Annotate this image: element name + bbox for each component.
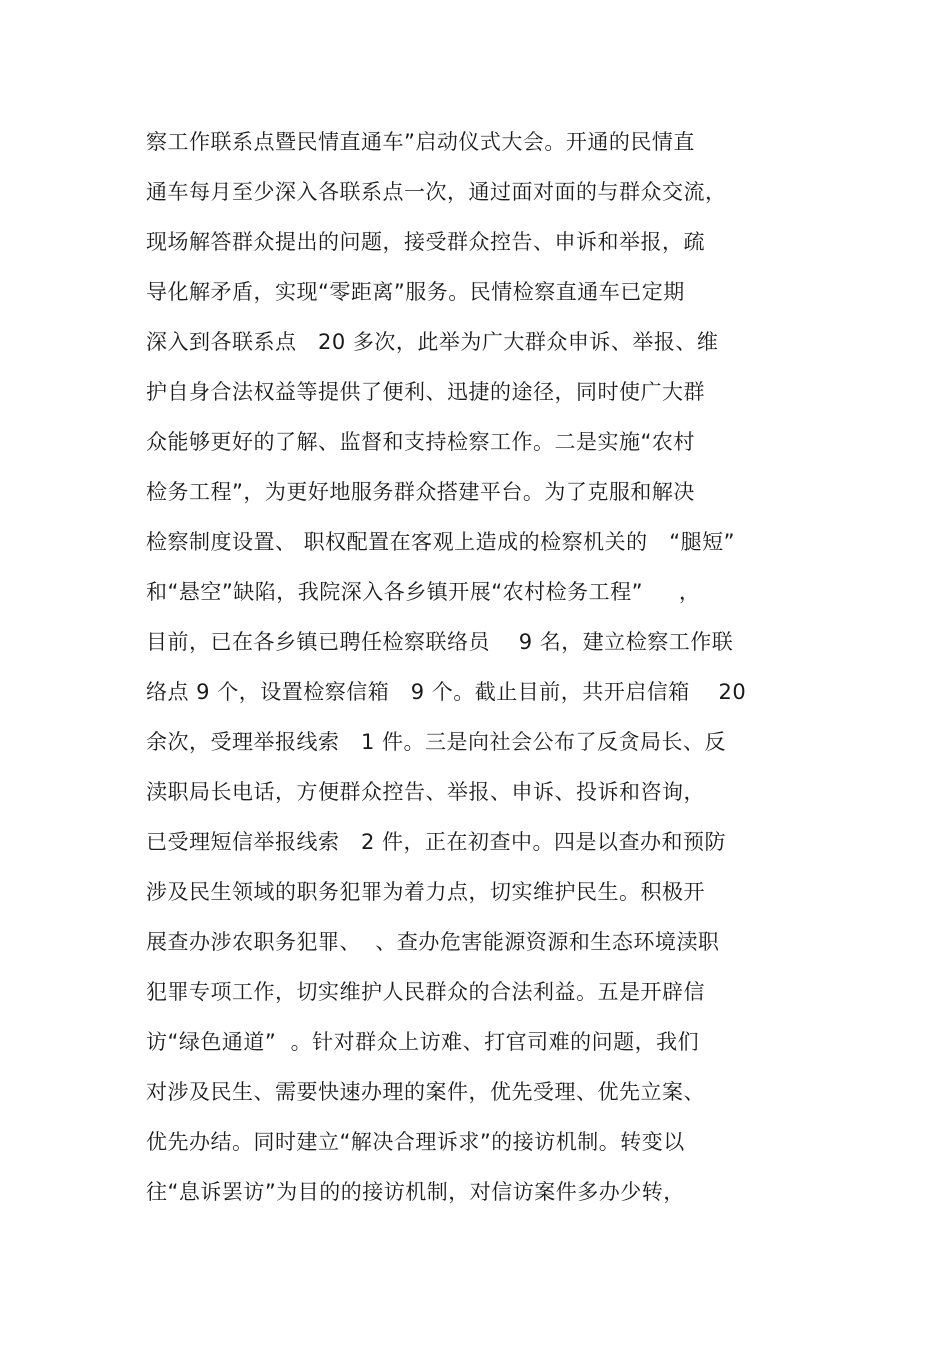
text-line: 往“息诉罢访”为目的的接访机制，对信访案件多办少转， <box>146 1180 685 1204</box>
body-text <box>146 120 846 1220</box>
text-line: 和“悬空”缺陷，我院深入各乡镇开展“农村检务工程” ， <box>146 580 701 604</box>
text-line: 检务工程”，为更好地服务群众搭建平台。为了克服和解决 <box>146 480 695 504</box>
text-line: 优先办结。同时建立“解决合理诉求”的接访机制。转变以 <box>146 1130 685 1154</box>
text-line: 对涉及民生、需要快速办理的案件，优先受理、优先立案、 <box>146 1080 705 1104</box>
text-line: 深入到各联系点 20 多次，此举为广大群众申诉、举报、维 <box>146 330 719 354</box>
text-line: 导化解矛盾，实现“零距离”服务。民情检察直通车已定期 <box>146 280 685 304</box>
text-line: 犯罪专项工作，切实维护人民群众的合法利益。五是开辟信 <box>146 980 705 1004</box>
text-line: 现场解答群众提出的问题，接受群众控告、申诉和举报，疏 <box>146 230 705 254</box>
text-line: 通车每月至少深入各联系点一次，通过面对面的与群众交流， <box>146 180 727 204</box>
text-line: 涉及民生领域的职务犯罪为着力点，切实维护民生。积极开 <box>146 880 705 904</box>
text-line: 访“绿色通道” 。针对群众上访难、打官司难的问题，我们 <box>146 1030 700 1054</box>
text-line: 展查办涉农职务犯罪、 、查办危害能源资源和生态环境渎职 <box>146 930 720 954</box>
text-line: 余次，受理举报线索 1 件。三是向社会公布了反贪局长、反 <box>146 730 727 754</box>
text-line: 已受理短信举报线索 2 件，正在初查中。四是以查办和预防 <box>146 830 727 854</box>
text-line: 察工作联系点暨民情直通车”启动仪式大会。开通的民情直 <box>146 130 695 154</box>
text-line: 护自身合法权益等提供了便利、迅捷的途径，同时使广大群 <box>146 380 705 404</box>
text-line: 渎职局长电话，方便群众控告、举报、申诉、投诉和咨询， <box>146 780 705 804</box>
text-line: 络点 9 个，设置检察信箱 9 个。截止目前，共开启信箱 20 <box>146 680 747 704</box>
text-line: 众能够更好的了解、监督和支持检察工作。二是实施“农村 <box>146 430 695 454</box>
text-line: 检察制度设置、 职权配置在客观上造成的检察机关的 “腿短” <box>146 530 735 554</box>
text-line: 目前，已在各乡镇已聘任检察联络员 9 名，建立检察工作联 <box>146 630 734 654</box>
